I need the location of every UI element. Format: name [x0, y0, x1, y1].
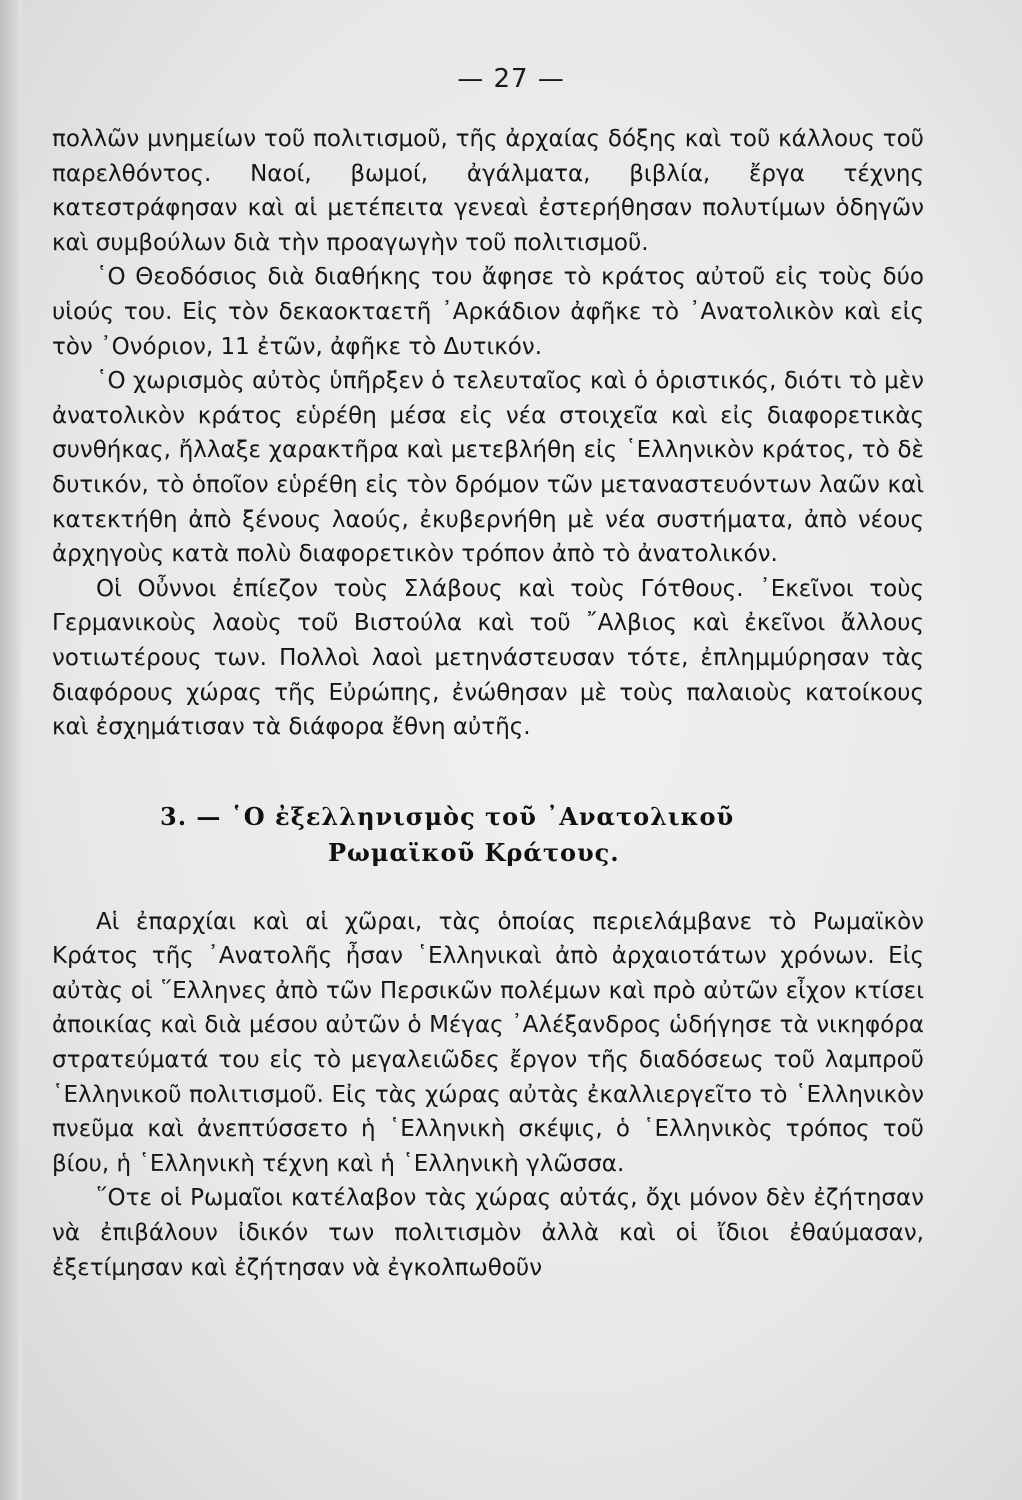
paragraph: Οἱ Οὖννοι ἐπίεζον τοὺς Σλάβους καὶ τοὺς Γότθους. ᾿Εκεῖνοι τοὺς Γερμανικοὺς λαοὺς τοῦ Βιστούλα καὶ τοῦ ῎Αλβιος καὶ ἐκεῖνοι ἄλλους νοτιωτέρους των. Πολλοὶ λαοὶ μετηνάστευσαν τότε, ἐπλημμύρησαν τὰς διαφόρους χώρας τῆς Εὐρώπης, ἐνώθησαν μὲ τοὺς παλαιοὺς κατοίκους καὶ ἐσχημάτισαν τὰ διάφορα ἔθνη αὐτῆς.: [52, 575, 924, 741]
paragraph: ῾Ο Θεοδόσιος διὰ διαθήκης του ἄφησε τὸ κράτος αὐτοῦ εἰς τοὺς δύο υἱούς του. Εἰς τὸν δεκαοκταετῆ ᾿Αρκάδιον ἀφῆκε τὸ ᾿Ανατολικὸν καὶ εἰς τὸν ᾿Ονόριον, 11 ἐτῶν, ἀφῆκε τὸ Δυτικόν.: [52, 264, 924, 360]
section-heading: [52, 799, 924, 871]
section-heading-line-1: 3. — ῾Ο ἐξελληνισμὸς τοῦ ᾿Ανατολικοῦ: [160, 801, 735, 831]
paragraph: ῞Οτε οἱ Ρωμαῖοι κατέλαβον τὰς χώρας αὐτάς, ὄχι μόνον δὲν ἐζήτησαν νὰ ἐπιβάλουν ἰδικόν των πολιτισμὸν ἀλλὰ καὶ οἱ ἴδιοι ἐθαύμασαν, ἐξετίμησαν καὶ ἐζήτησαν νὰ ἐγκολπωθοῦν: [52, 1185, 924, 1281]
paragraph: πολλῶν μνημείων τοῦ πολιτισμοῦ, τῆς ἀρχαίας δόξης καὶ τοῦ κάλλους τοῦ παρελθόντος. Ναοί, βωμοί, ἀγάλματα, βιβλία, ἔργα τέχνης κατεστράφησαν καὶ αἱ μετέπειτα γενεαὶ ἐστερήθησαν πολυτίμων ὁδηγῶν καὶ συμβούλων διὰ τὴν προαγωγὴν τοῦ πολιτισμοῦ.: [52, 126, 924, 256]
page-body: [52, 122, 924, 1285]
page-gutter-shadow: [0, 0, 22, 1500]
paragraph: Αἱ ἐπαρχίαι καὶ αἱ χῶραι, τὰς ὁποίας περιελάμβανε τὸ Ρωμαϊκὸν Κράτος τῆς ᾿Ανατολῆς ἦσαν ῾Ελληνικαὶ ἀπὸ ἀρχαιοτάτων χρόνων. Εἰς αὐτὰς οἱ ῞Ελληνες ἀπὸ τῶν Περσικῶν πολέμων καὶ πρὸ αὐτῶν εἶχον κτίσει ἀποικίας καὶ διὰ μέσου αὐτῶν ὁ Μέγας ᾿Αλέξανδρος ὡδήγησε τὰ νικηφόρα στρατεύματά του εἰς τὸ μεγαλειῶδες ἔργον τῆς διαδόσεως τοῦ λαμπροῦ ῾Ελληνικοῦ πολιτισμοῦ. Εἰς τὰς χώρας αὐτὰς ἐκαλλιεργεῖτο τὸ ῾Ελληνικὸν πνεῦμα καὶ ἀνεπτύσσετο ἡ ῾Ελληνικὴ σκέψις, ὁ ῾Ελληνικὸς τρόπος τοῦ βίου, ἡ ῾Ελληνικὴ τέχνη καὶ ἡ ῾Ελληνικὴ γλῶσσα.: [52, 908, 924, 1177]
section-heading-line-2: Ρωμαϊκοῦ Κράτους.: [328, 837, 620, 867]
page-number: — 27 —: [457, 64, 565, 94]
paragraph: ῾Ο χωρισμὸς αὐτὸς ὑπῆρξεν ὁ τελευταῖος καὶ ὁ ὁριστικός, διότι τὸ μὲν ἀνατολικὸν κράτος εὑρέθη μέσα εἰς νέα στοιχεῖα καὶ εἰς διαφορετικὰς συνθήκας, ἤλλαξε χαρακτῆρα καὶ μετεβλήθη εἰς ῾Ελληνικὸν κράτος, τὸ δὲ δυτικόν, τὸ ὁποῖον εὑρέθη εἰς τὸν δρόμον τῶν μεταναστευόντων λαῶν καὶ κατεκτήθη ἀπὸ ξένους λαούς, ἐκυβερνήθη μὲ νέα συστήματα, ἀπὸ νέους ἀρχηγοὺς κατὰ πολὺ διαφορετικὸν τρόπον ἀπὸ τὸ ἀνατολικόν.: [52, 368, 924, 568]
